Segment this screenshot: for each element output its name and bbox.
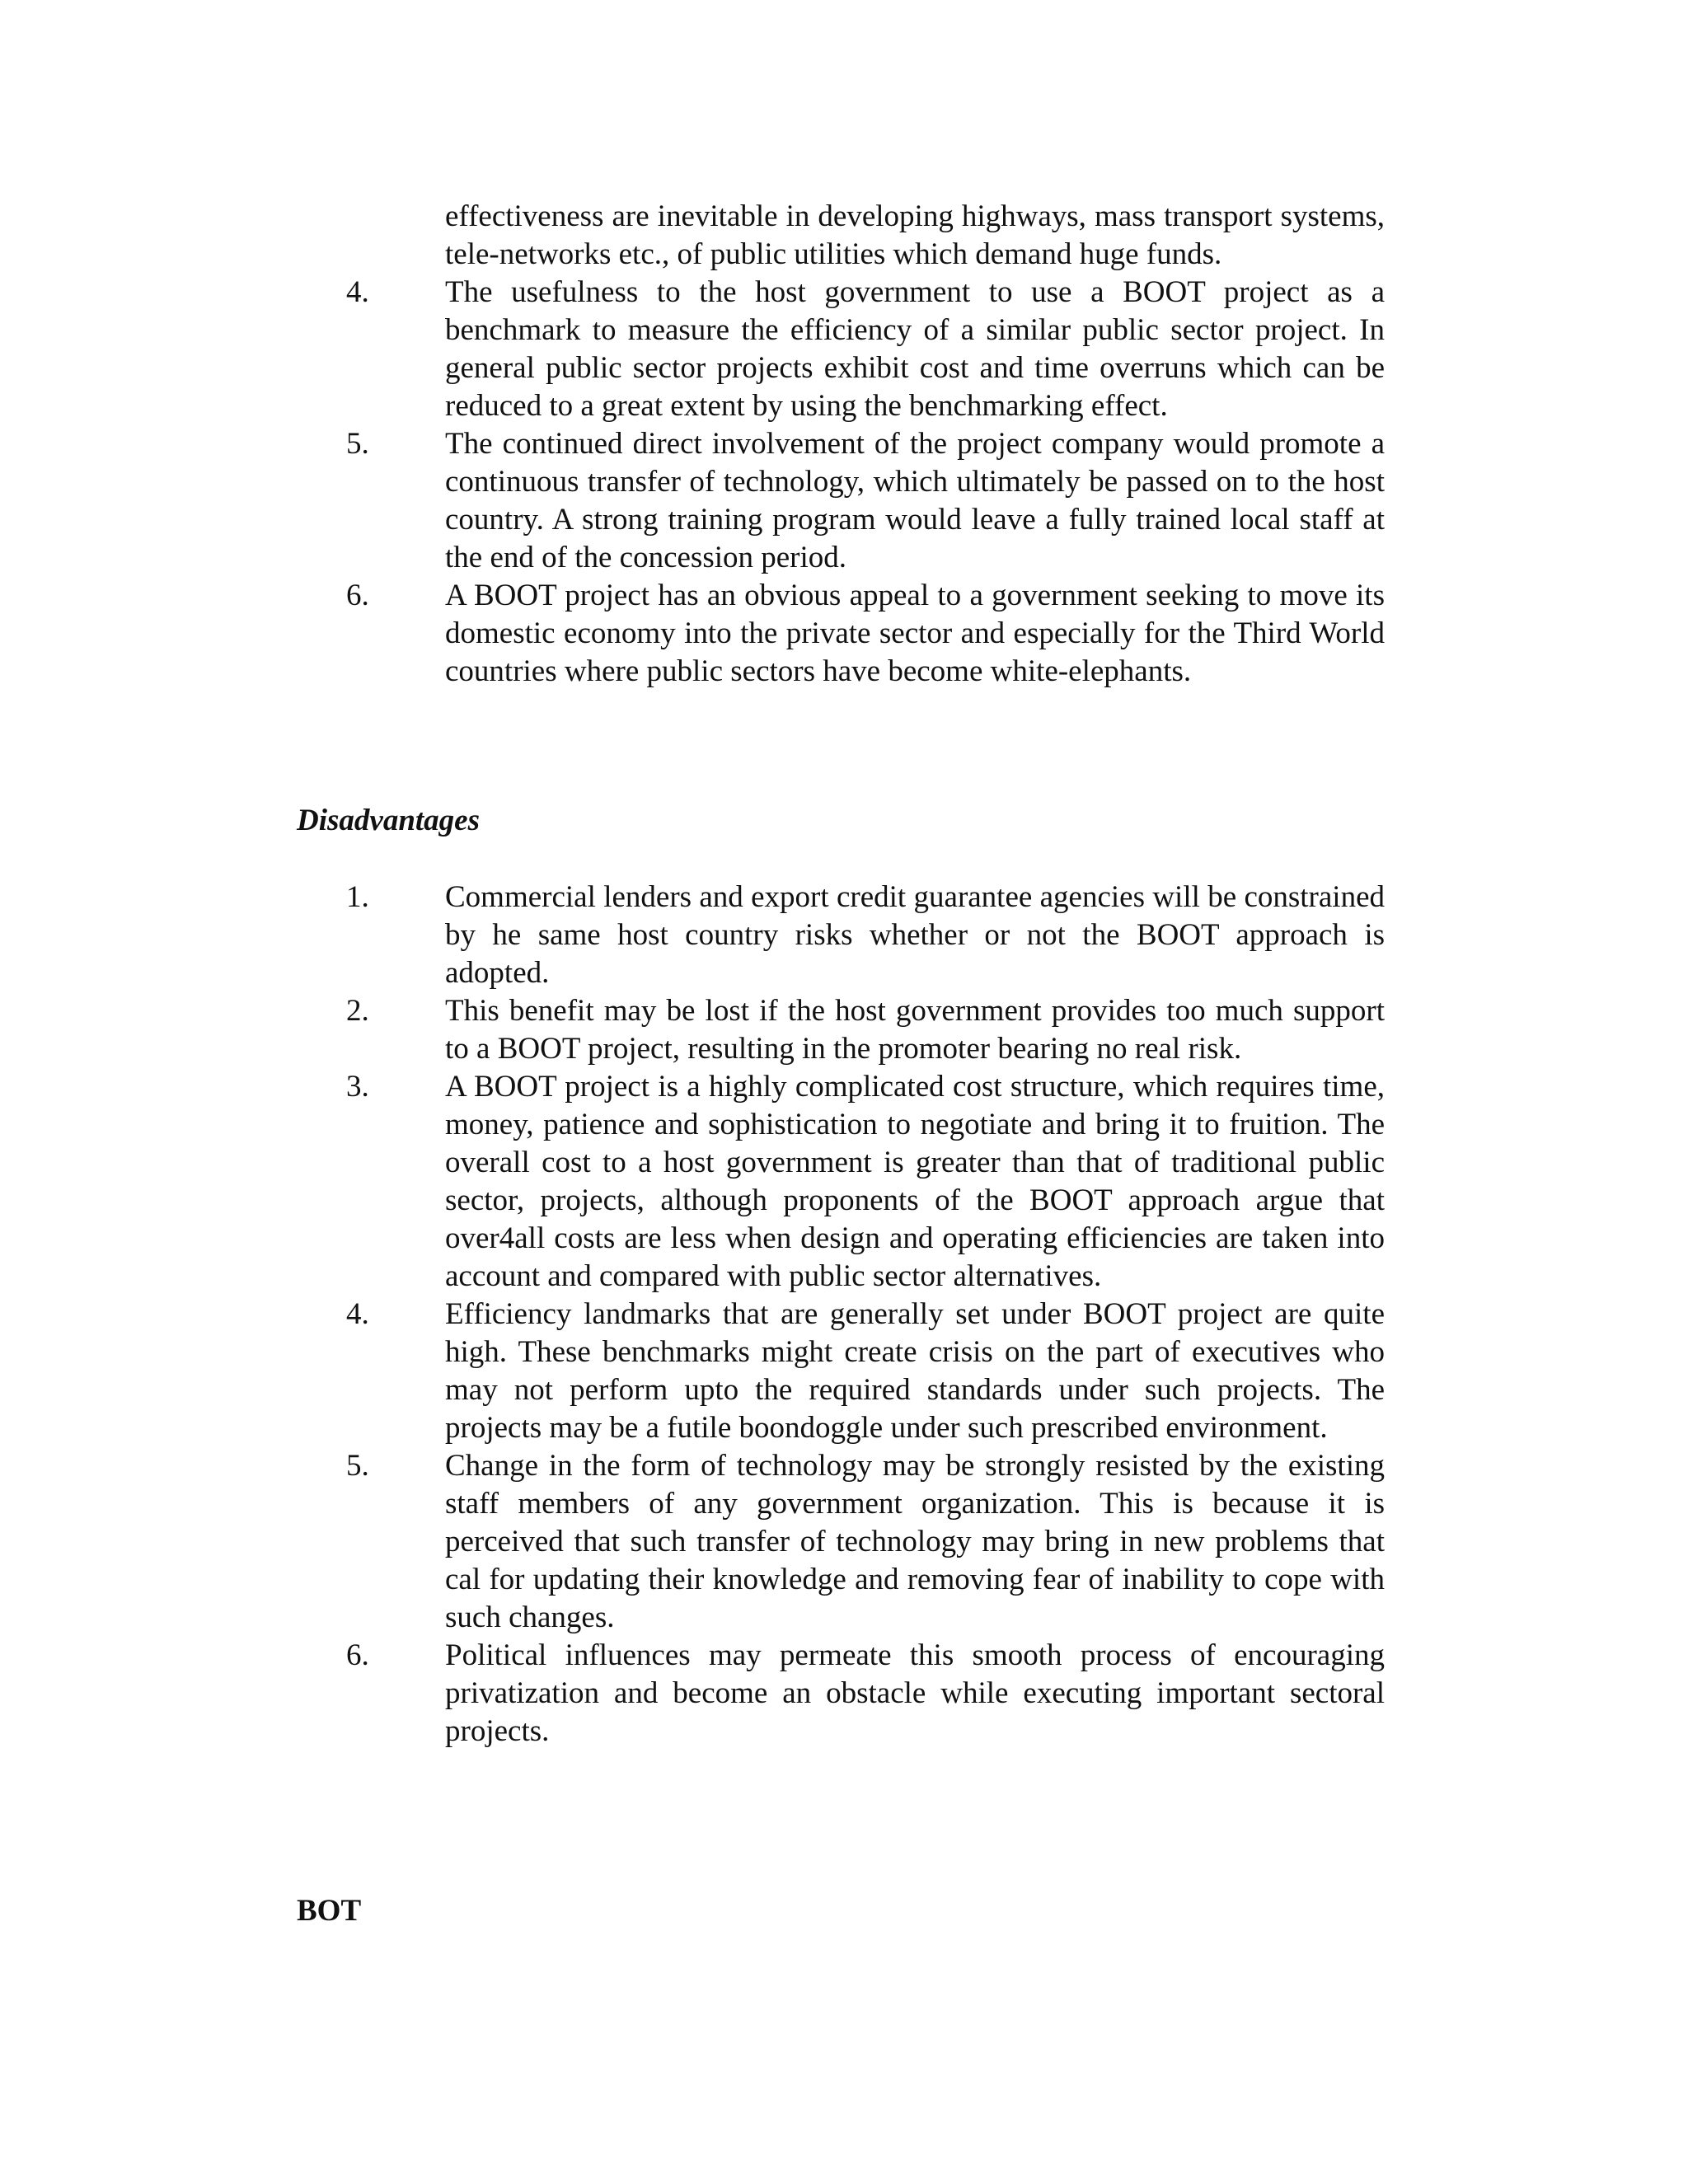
list-item-number: 2. [346, 994, 369, 1028]
list-item-text: A BOOT project has an obvious appeal to a government seeking to move its domestic economy into the private sector and especially for the Third World countries where public sectors have become white-elephants. [445, 579, 1385, 688]
list-item [297, 992, 1385, 1068]
list-item-text: The usefulness to the host government to use a BOOT project as a benchmark to measure the efficiency of a similar public sector project. In general public sector projects exhibit cost and time overruns which can be reduced to a great extent by using the benchmarking effect. [445, 275, 1385, 423]
list-item-text: Change in the form of technology may be strongly resisted by the existing staff members of any government organization. This is because it is perceived that such transfer of technology may bring in new problems that cal for updating their knowledge and removing fear of inability to cope with such changes. [445, 1449, 1385, 1634]
list-item-text: A BOOT project is a highly complicated cost structure, which requires time, money, patience and sophistication to negotiate and bring it to fruition. The overall cost to a host government is greater than that of traditional public sector, projects, although proponents of the BOOT approach argue that over4all costs are less when design and operating efficiencies are taken into account and compared with public sector alternatives. [445, 1070, 1385, 1293]
bot-heading: BOT [297, 1894, 362, 1928]
list-item-number: 6. [346, 579, 369, 612]
list-item [297, 1296, 1385, 1447]
list-item [297, 425, 1385, 577]
list-item-text: This benefit may be lost if the host government provides too much support to a BOOT project, resulting in the promoter bearing no real risk. [445, 994, 1385, 1066]
continuation-paragraph: effectiveness are inevitable in developing highways, mass transport systems, tele-networks etc., of public utilities which demand huge funds. [445, 199, 1385, 271]
list-item-number: 6. [346, 1638, 369, 1672]
list-item-number: 5. [346, 1449, 369, 1483]
disadvantages-heading: Disadvantages [297, 804, 480, 837]
list-item [297, 274, 1385, 425]
list-item-number: 1. [346, 880, 369, 914]
list-item [297, 1068, 1385, 1296]
list-item-text: Commercial lenders and export credit guarantee agencies will be constrained by he same host country risks whether or not the BOOT approach is adopted. [445, 880, 1385, 990]
disadvantages-section [297, 879, 1385, 1750]
list-item-number: 3. [346, 1070, 369, 1104]
list-item [297, 1447, 1385, 1637]
list-item-text: The continued direct involvement of the project company would promote a continuous transfer of technology, which ultimately be passed on to the host country. A strong training program would leave a fully trained local staff at the end of the concession period. [445, 427, 1385, 574]
list-item [297, 879, 1385, 992]
list-item-number: 4. [346, 1297, 369, 1331]
list-item-number: 4. [346, 275, 369, 309]
list-item-number: 5. [346, 427, 369, 461]
list-item-text: Efficiency landmarks that are generally set under BOOT project are quite high. These benchmarks might create crisis on the part of executives who may not perform upto the required standards under such projects. The projects may be a futile boondoggle under such prescribed environment. [445, 1297, 1385, 1445]
list-item-text: Political influences may permeate this smooth process of encouraging privatization and become an obstacle while executing important sectoral projects. [445, 1638, 1385, 1748]
advantages-section [297, 198, 1385, 691]
list-item [297, 1637, 1385, 1750]
list-item [297, 577, 1385, 691]
